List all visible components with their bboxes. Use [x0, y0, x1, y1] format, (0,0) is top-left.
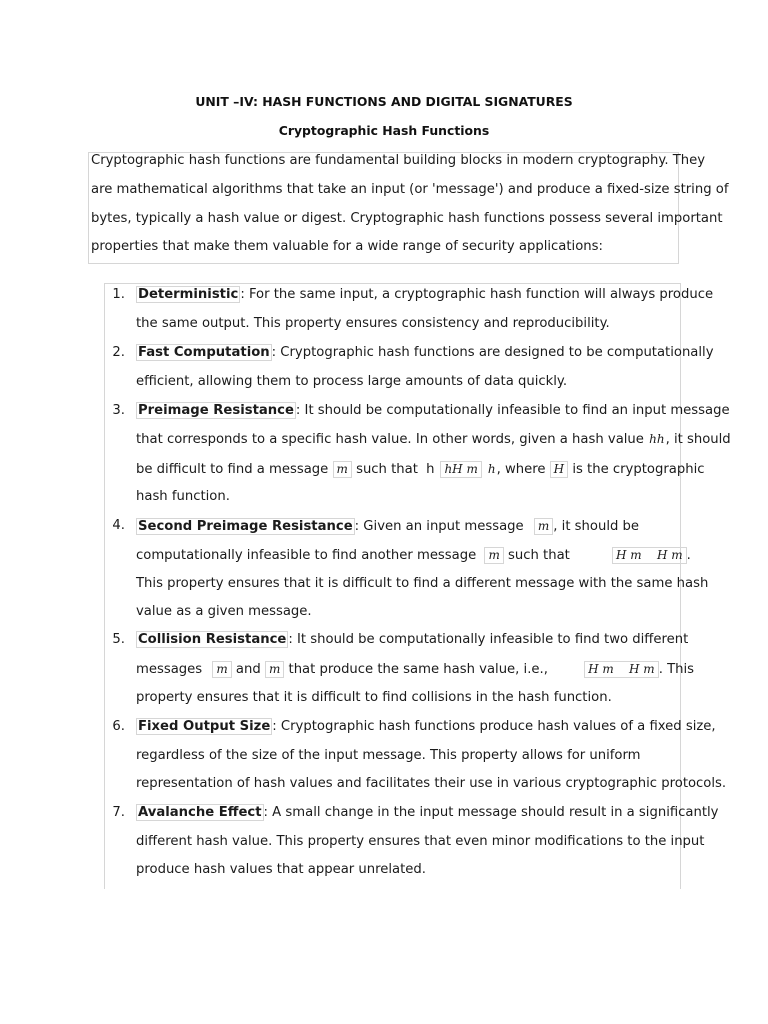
property-text: messages [136, 662, 207, 677]
math-symbol: h [426, 462, 435, 477]
intro-line: properties that make them valuable for a wide range of security applications: [91, 239, 603, 254]
property-text: property ensures that it is difficult to find collisions in the hash function. [136, 690, 612, 705]
math-expression: m [534, 518, 553, 535]
property-text: : A small change in the input message should result in a significantly [263, 805, 719, 820]
list-number: 3. [112, 403, 125, 418]
property-text: computationally infeasible to find another message [136, 548, 481, 563]
property-text: be difficult to find a message [136, 462, 333, 477]
unit-title: UNIT –IV: HASH FUNCTIONS AND DIGITAL SIGNATURES [195, 94, 573, 109]
property-text: value as a given message. [136, 604, 312, 619]
list-number: 1. [112, 287, 125, 302]
section-title: Cryptographic Hash Functions [278, 123, 490, 138]
properties-list [104, 283, 731, 889]
property-term: Avalanche Effect [138, 805, 262, 820]
property-text: efficient, allowing them to process large amounts of data quickly. [136, 374, 568, 389]
property-text: is the cryptographic [568, 462, 705, 477]
property-text: such that [351, 462, 423, 477]
property-text: : Cryptographic hash functions are designed to be computationally [271, 345, 714, 360]
property-text: regardless of the size of the input message. This property allows for uniform [136, 748, 641, 763]
property-text: the same output. This property ensures consistency and reproducibility. [136, 316, 610, 331]
list-number: 4. [112, 518, 125, 533]
property-term: Second Preimage Resistance [138, 519, 353, 534]
intro-line: bytes, typically a hash value or digest. Cryptographic hash functions possess several important [91, 211, 723, 226]
property-term: Preimage Resistance [138, 403, 294, 418]
math-expression: H [550, 461, 568, 478]
property-text: This property ensures that it is difficult to find a different message with the same hash [136, 576, 709, 591]
property-text: : Cryptographic hash functions produce hash values of a fixed size, [272, 719, 716, 734]
math-expression: hH m [440, 461, 481, 478]
math-expression: m [265, 661, 284, 678]
property-text: , it should [665, 432, 731, 447]
math-expression: H m H m [584, 661, 659, 678]
property-term: Collision Resistance [138, 632, 287, 647]
list-number: 5. [112, 632, 125, 647]
property-text: : For the same input, a cryptographic hash function will always produce [240, 287, 714, 302]
property-term: Fixed Output Size [138, 719, 271, 734]
math-expression: m [212, 661, 231, 678]
math-expression: m [333, 461, 352, 478]
property-term: Fast Computation [138, 345, 270, 360]
property-text: : Given an input message [354, 519, 528, 534]
math-expression: hh [649, 432, 665, 446]
property-text: hash function. [136, 489, 230, 504]
property-text: produce hash values that appear unrelated. [136, 862, 426, 877]
math-expression: H m H m [612, 547, 687, 564]
intro-line: are mathematical algorithms that take an input (or 'message') and produce a fixed-size string of [91, 182, 729, 197]
property-text: that corresponds to a specific hash value. In other words, given a hash value [136, 432, 649, 447]
list-number: 7. [112, 805, 125, 820]
intro-paragraph [88, 152, 729, 264]
property-text: , it should be [553, 519, 640, 534]
property-text: different hash value. This property ensures that even minor modifications to the input [136, 834, 705, 849]
intro-line: Cryptographic hash functions are fundamental building blocks in modern cryptography. They [91, 153, 706, 168]
property-text: , where [496, 462, 550, 477]
property-text: : It should be computationally infeasible to find an input message [295, 403, 730, 418]
property-text: . [686, 548, 691, 563]
math-expression: h [487, 462, 496, 476]
property-text: such that [503, 548, 575, 563]
property-text: : It should be computationally infeasible to find two different [288, 632, 689, 647]
property-text: that produce the same hash value, i.e., [284, 662, 553, 677]
property-term: Deterministic [138, 287, 239, 302]
math-expression: m [484, 547, 503, 564]
property-text: . This [658, 662, 695, 677]
property-text: and [231, 662, 265, 677]
list-number: 2. [112, 345, 125, 360]
list-number: 6. [112, 719, 125, 734]
property-text: representation of hash values and facilitates their use in various cryptographic protocols. [136, 776, 727, 791]
